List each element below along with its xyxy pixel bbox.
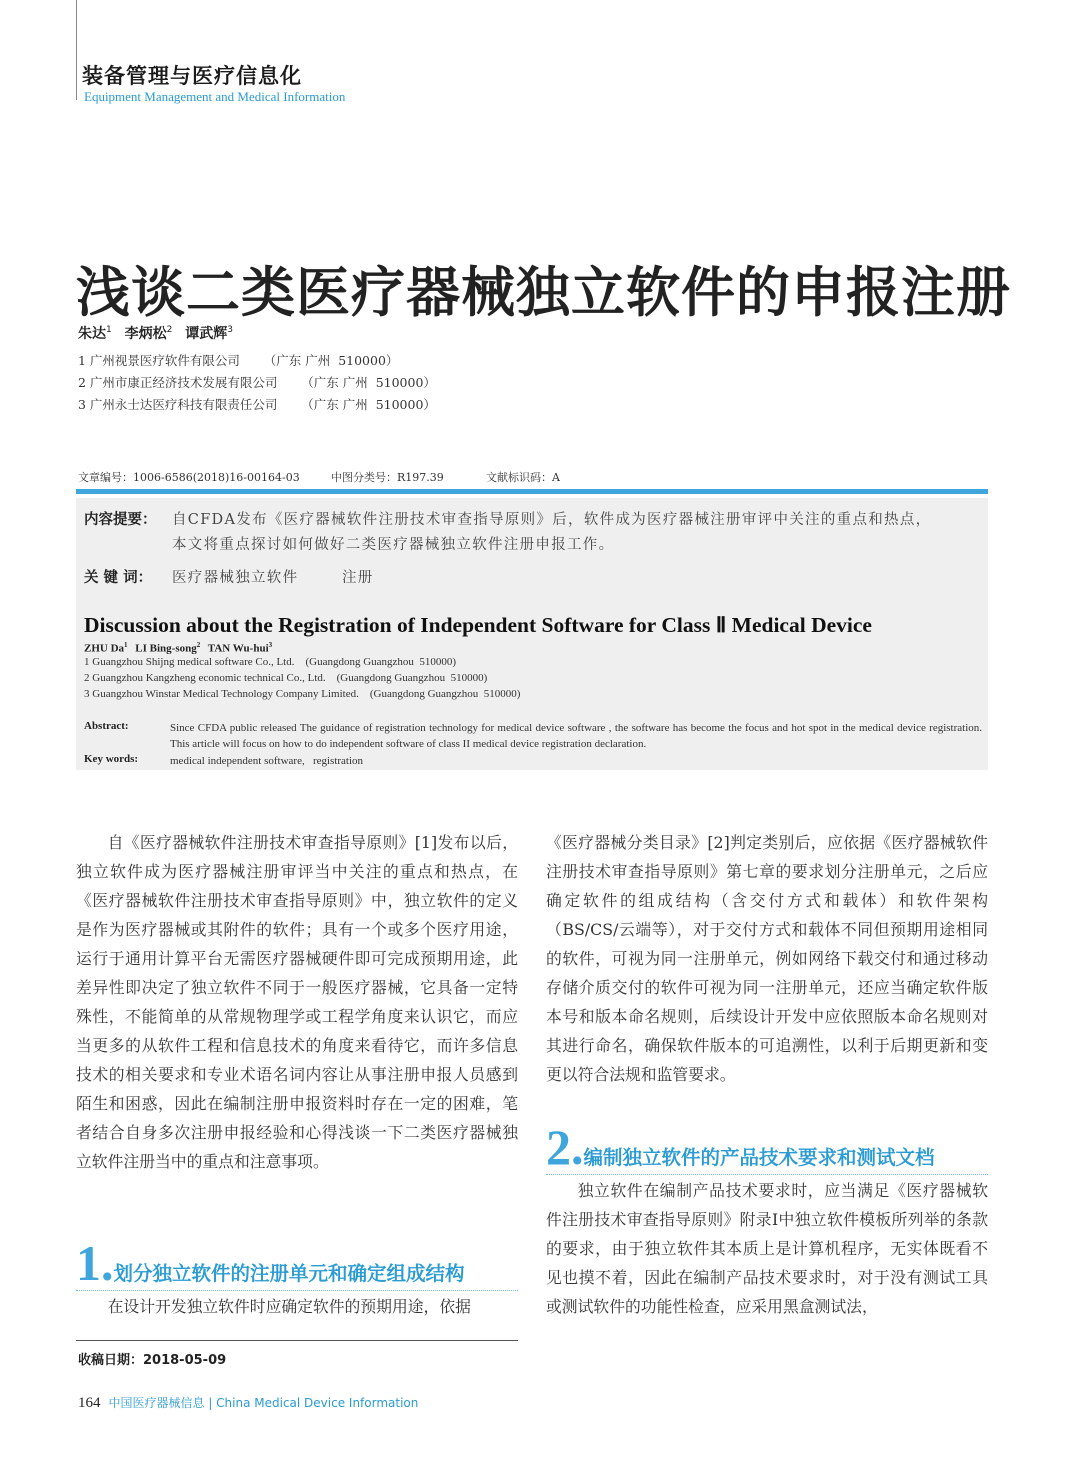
article-title: 浅谈二类医疗器械独立软件的申报注册 [76, 261, 1011, 324]
author-name-en: ZHU Da [84, 642, 125, 655]
english-author-list [84, 641, 277, 655]
keywords-cn-label: 关 键 词： [84, 570, 153, 586]
english-title: Discussion about the Registration of Independent Software for Class Ⅱ Medical Device [84, 613, 872, 637]
author-sup: 2 [166, 325, 173, 336]
document-code: 文献标识码：A [486, 471, 560, 484]
page-number: 164 [78, 1395, 101, 1411]
body-paragraph: 在设计开发独立软件时应确定软件的预期用途，依据 [107, 1297, 471, 1316]
body-right-column-tail [546, 1176, 988, 1321]
section-title-cn: 装备管理与医疗信息化 [82, 64, 302, 88]
header-divider [76, 0, 77, 100]
body-paragraph: 自《医疗器械软件注册技术审查指导原则》[1]发布以后，独立软件成为医疗器械注册审评当中关注的重点和热点，在《医疗器械软件注册技术审查指导原则》中，独立软件的定义是作为医疗器械或其附件的软件；具有一个或多个医疗用途，运行于通用计算平台无需医疗器械硬件即可完成预期用途，此差异性即决定了独立软件不同于一般医疗器械，它具备一定特殊性，不能简单的从常规物理学或工程学角度来认识它，而应当更多的从软件工程和信息技术的角度来看待它，而许多信息技术的相关要求和专业术语名词内容让从事注册申报人员感到陌生和困惑，因此在编制注册申报资料时存在一定的困难，笔者结合自身多次注册申报经验和心得浅谈一下二类医疗器械独立软件注册当中的重点和注意事项。 [76, 833, 518, 1171]
heading-text: 划分独立软件的注册单元和确定组成结构 [113, 1262, 465, 1285]
affiliation-en-1: 1 Guangzhou Shijng medical software Co., Ltd. (Guangdong Guangzhou 510000) [84, 656, 457, 668]
body-paragraph: 《医疗器械分类目录》[2]判定类别后，应依据《医疗器械软件注册技术审查指导原则》第七章的要求划分注册单元，之后应确定软件的组成结构（含交付方式和载体）和软件架构（BS/CS/云端等），对于交付方式和载体不同但预期用途相同的软件，可视为同一注册单元，例如网络下载交付和通过移动存储介质交付的软件可视为同一注册单元，还应当确定软件版本号和版本命名规则，后续设计开发中应依照版本命名规则对其进行命名，确保软件版本的可追溯性，以利于后期更新和变更以符合法规和监管要求。 [546, 833, 988, 1084]
author-sup-en: 3 [268, 641, 273, 649]
header-rule [76, 489, 988, 494]
affiliation-1: 1 广州视景医疗软件有限公司 （广东 广州 510000） [78, 353, 399, 368]
journal-name: 中国医疗器械信息 | China Medical Device Information [108, 1396, 419, 1410]
keywords-en-text: medical independent software, registration [170, 755, 364, 767]
section-title-en: Equipment Management and Medical Information [84, 89, 346, 104]
author-name: 朱达 [78, 326, 106, 342]
body-right-column [546, 828, 988, 1089]
author-name: 李炳松 [124, 326, 167, 342]
body-left-column-tail [76, 1292, 518, 1321]
affiliation-2: 2 广州市康正经济技术发展有限公司 （广东 广州 510000） [78, 375, 436, 390]
author-sup: 3 [227, 325, 233, 336]
heading-number: 2. [546, 1119, 584, 1175]
keyword-cn-2: 注册 [342, 570, 374, 586]
author-sup: 1 [106, 325, 112, 336]
section-heading-1 [76, 1235, 465, 1291]
author-sup-en: 2 [196, 641, 201, 649]
affiliation-3: 3 广州永士达医疗科技有限责任公司 （广东 广州 510000） [78, 397, 436, 412]
abstract-cn-label: 内容提要： [84, 512, 157, 528]
article-number: 文章编号：1006-6586(2018)16-00164-03 [78, 471, 300, 484]
author-list [78, 323, 241, 343]
author-sup-en: 1 [124, 641, 128, 649]
author-name-en: TAN Wu-hui [207, 642, 269, 655]
heading-text: 编制独立软件的产品技术要求和测试文档 [583, 1146, 935, 1169]
heading-underline [76, 1290, 518, 1291]
page-footer [78, 1394, 418, 1412]
abstract-en-text: Since CFDA public released The guidance of registration technology for medical device software , the software has become the focus and hot spot in the medical device registration. This article will focus on how to do independent software of class II medical device registration declaration. [170, 722, 982, 750]
heading-underline [546, 1174, 988, 1175]
affiliation-en-2: 2 Guangzhou Kangzheng economic technical Co., Ltd. (Guangdong Guangzhou 510000) [84, 672, 488, 684]
author-name: 谭武辉 [185, 326, 228, 342]
keyword-cn-1: 医疗器械独立软件 [172, 570, 299, 586]
section-heading-2 [546, 1119, 935, 1175]
body-paragraph: 独立软件在编制产品技术要求时，应当满足《医疗器械软件注册技术审查指导原则》附录Ⅰ中独立软件模板所列举的条款的要求，由于独立软件其本质上是计算机程序，无实体既看不见也摸不着，因此在编制产品技术要求时，对于没有测试工具或测试软件的功能性检查，应采用黑盒测试法， [546, 1181, 988, 1316]
author-name-en: LI Bing-song [135, 642, 197, 655]
class-number: 中图分类号：R197.39 [331, 471, 444, 484]
keywords-en-label: Key words: [84, 753, 139, 765]
abstract-cn-line1: 自CFDA发布《医疗器械软件注册技术审查指导原则》后，软件成为医疗器械注册审评中关注的重点和热点， [172, 512, 932, 528]
abstract-en-label: Abstract: [84, 720, 129, 732]
affiliation-en-3: 3 Guangzhou Winstar Medical Technology Company Limited. (Guangdong Guangzhou 510000) [84, 688, 521, 700]
abstract-cn-line2: 本文将重点探讨如何做好二类医疗器械独立软件注册申报工作。 [172, 537, 615, 553]
footnote-rule [76, 1340, 518, 1341]
body-left-column [76, 828, 518, 1176]
received-date: 收稿日期：2018-05-09 [78, 1353, 227, 1368]
heading-number: 1. [76, 1235, 114, 1291]
